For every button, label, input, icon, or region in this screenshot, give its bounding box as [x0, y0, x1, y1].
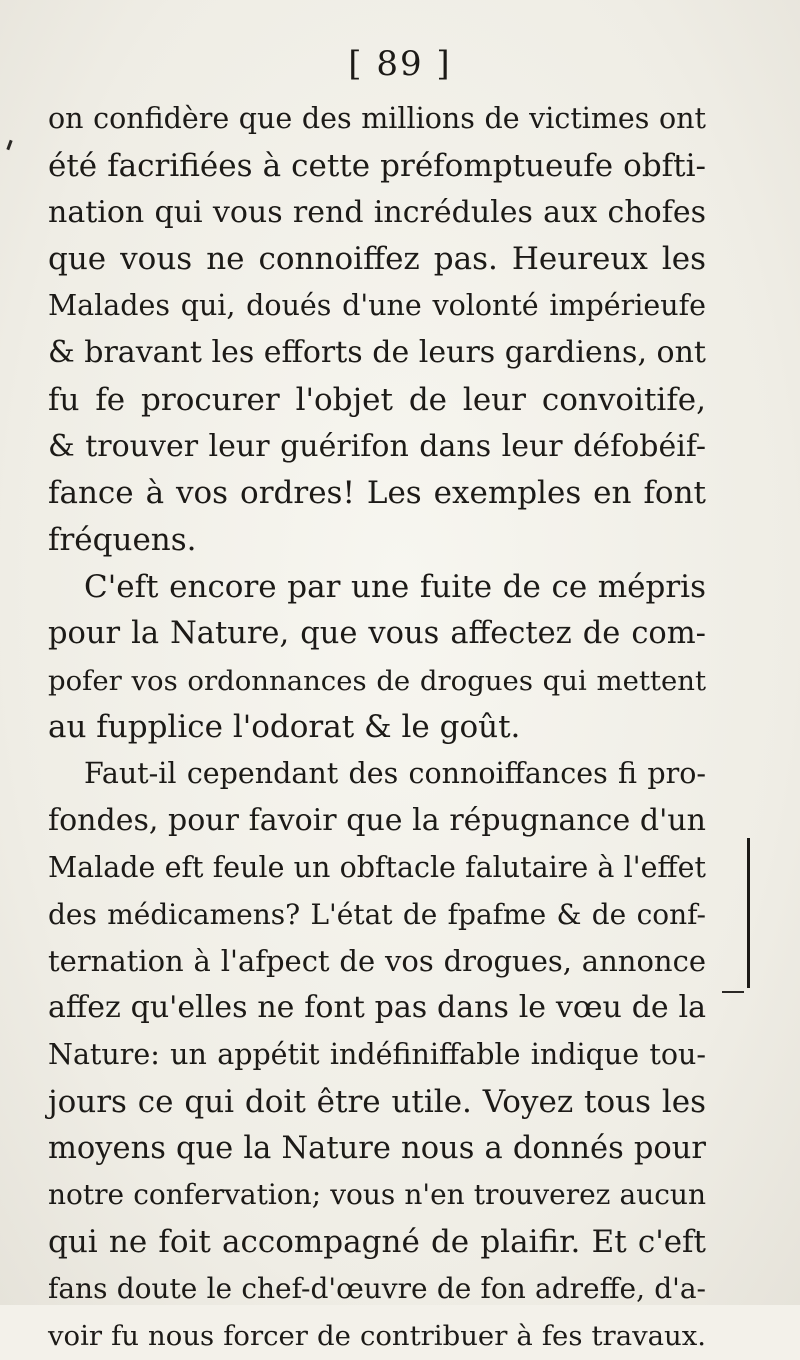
text-line: fans doute le chef-d'œuvre de fon adreffe, d'a-: [48, 1271, 706, 1305]
text-line: des médicamens? L'état de fpafme & de conf-: [48, 897, 706, 931]
text-line: moyens que la Nature nous a donnés pour: [48, 1130, 706, 1166]
text-line: fance à vos ordres! Les exemples en font: [48, 475, 706, 512]
text-line: on confidère que des millions de victimes ont: [48, 102, 706, 135]
text-line: qui ne foit accompagné de plaifir. Et c'eft: [48, 1224, 706, 1261]
text-line: pour la Nature, que vous affectez de com-: [48, 615, 706, 651]
text-line: nation qui vous rend incrédules aux chofes: [48, 194, 706, 230]
body-text: [48, 96, 706, 1360]
text-line: jours ce qui doit être utile. Voyez tous les: [48, 1083, 706, 1120]
margin-dash-mark: [722, 991, 744, 993]
text-line: au fupplice l'odorat & le goût.: [48, 709, 521, 746]
text-line: & bravant les efforts de leurs gardiens, ont: [48, 334, 706, 370]
text-line: fréquens.: [48, 522, 197, 559]
margin-line-mark: [747, 838, 750, 988]
text-line: voir fu nous forcer de contribuer à fes travaux.: [48, 1319, 706, 1352]
text-line: été facrifiées à cette préfomptueufe obfti-: [48, 147, 706, 184]
text-line: fondes, pour favoir que la répugnance d'un: [48, 802, 706, 838]
text-line: & trouver leur guérifon dans leur défobéif-: [48, 428, 706, 464]
text-line: affez qu'elles ne font pas dans le vœu de la: [48, 990, 706, 1026]
text-line: ternation à l'afpect de vos drogues, annonce: [48, 944, 706, 979]
margin-tick-mark: [6, 140, 12, 150]
page-number: [ 89 ]: [348, 44, 452, 84]
text-line: C'eft encore par une fuite de ce mépris: [84, 568, 706, 605]
text-line: Malade eft feule un obftacle falutaire à l'effet: [48, 850, 706, 884]
text-line: que vous ne connoiffez pas. Heureux les: [48, 241, 706, 278]
text-line: Malades qui, doués d'une volonté impérieufe: [48, 289, 706, 323]
text-line: Faut-il cependant des connoiffances fi pro-: [84, 757, 706, 791]
text-line: notre confervation; vous n'en trouverez aucun: [48, 1178, 706, 1212]
text-line: pofer vos ordonnances de drogues qui mettent: [48, 664, 706, 697]
text-line: fu fe procurer l'objet de leur convoitife,: [48, 381, 706, 418]
text-line: Nature: un appétit indéfiniffable indique tou-: [48, 1037, 706, 1071]
